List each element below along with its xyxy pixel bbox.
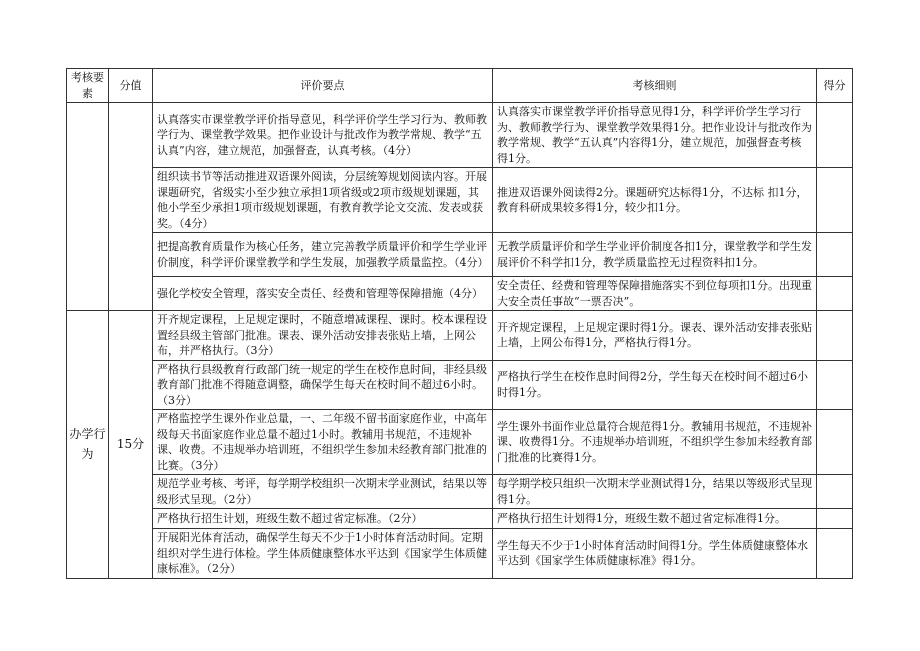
header-category: 考核要素 xyxy=(67,69,109,103)
evaluation-point: 严格执行县级教育行政部门统一规定的学生在校作息时间，非经县级教育部门批准不得随意调整，确保学生每天在校时间不超过6小时。（3分） xyxy=(153,360,493,410)
header-gained: 得分 xyxy=(817,69,853,103)
assessment-rule: 学生每天不少于1小时体育活动时间得1分。学生体质健康整体水平达到《国家学生体质健康标准》得1分。 xyxy=(493,529,817,579)
assessment-rule: 认真落实市课堂教学评价指导意见得1分，科学评价学生学习行为、教师教学行为、课堂教学效果得1分。把作业设计与批改作为教学常规、教学“五认真”内容得1分，建立规范，加强督查考核得1分。 xyxy=(493,103,817,168)
table-row xyxy=(67,233,853,277)
assessment-rule: 每学期学校只组织一次期末学业测试得1分，结果以等级形式呈现得1分。 xyxy=(493,475,817,509)
section2-category: 办学行为 xyxy=(67,311,109,579)
score-cell[interactable] xyxy=(817,410,853,475)
evaluation-point: 规范学业考核、考评，每学期学校组织一次期末学业测试，结果以等级形式呈现。（2分） xyxy=(153,475,493,509)
assessment-rule: 严格执行学生在校作息时间得2分，学生每天在校时间不超过6小时得1分。 xyxy=(493,360,817,410)
evaluation-point: 认真落实市课堂教学评价指导意见，科学评价学生学习行为、教师教学行为、课堂教学效果。把作业设计与批改作为教学常规、教学“五认真”内容，建立规范，加强督查，认真考核。（4分） xyxy=(153,103,493,168)
assessment-rule: 开齐规定课程，上足规定课时得1分。课表、课外活动安排表张贴上墙，上网公布得1分，严格执行得1分。 xyxy=(493,311,817,361)
assessment-table-page xyxy=(66,68,852,579)
header-score: 分值 xyxy=(109,69,153,103)
table-row xyxy=(67,360,853,410)
score-cell[interactable] xyxy=(817,311,853,361)
header-points: 评价要点 xyxy=(153,69,493,103)
assessment-rule: 推进双语课外阅读得2分。课题研究达标得1分，不达标 扣1分，教育科研成果较多得1分，较少扣1分。 xyxy=(493,168,817,233)
assessment-rule: 安全责任、经费和管理等保障措施落实不到位每项扣1分。出现重大安全责任事故“一票否决”。 xyxy=(493,277,817,311)
evaluation-point: 开齐规定课程，上足规定课时，不随意增减课程、课时。校本课程设置经县级主管部门批准。课表、课外活动安排表张贴上墙，上网公布，并严格执行。（3分） xyxy=(153,311,493,361)
score-cell[interactable] xyxy=(817,168,853,233)
evaluation-point: 组织读书节等活动推进双语课外阅读，分层统筹规划阅读内容。开展课题研究，省级实小至少独立承担1项省级或2项市级规划课题，其他小学至少承担1项市级规划课题，有教育教学论文交流、发表或获奖。（4分） xyxy=(153,168,493,233)
table-row xyxy=(67,103,853,168)
score-cell[interactable] xyxy=(817,509,853,529)
section2-score: 15分 xyxy=(109,311,153,579)
score-cell[interactable] xyxy=(817,529,853,579)
header-row xyxy=(67,69,853,103)
section1-score xyxy=(109,103,153,311)
assessment-rule: 严格执行招生计划得1分，班级生数不超过省定标准得1分。 xyxy=(493,509,817,529)
evaluation-point: 严格执行招生计划，班级生数不超过省定标准。（2分） xyxy=(153,509,493,529)
evaluation-point: 开展阳光体育活动，确保学生每天不少于1小时体育活动时间。定期组织对学生进行体检。学生体质健康整体水平达到《国家学生体质健康标准》。（2分） xyxy=(153,529,493,579)
assessment-rule: 无教学质量评价和学生学业评价制度各扣1分，课堂教学和学生发展评价不科学扣1分，教学质量监控无过程资料扣1分。 xyxy=(493,233,817,277)
table-row xyxy=(67,277,853,311)
section1-category xyxy=(67,103,109,311)
table-row xyxy=(67,509,853,529)
assessment-table xyxy=(66,68,853,579)
score-cell[interactable] xyxy=(817,103,853,168)
table-row xyxy=(67,410,853,475)
score-cell[interactable] xyxy=(817,475,853,509)
score-cell[interactable] xyxy=(817,277,853,311)
evaluation-point: 强化学校安全管理，落实安全责任、经费和管理等保障措施（4分） xyxy=(153,277,493,311)
table-row xyxy=(67,529,853,579)
table-row xyxy=(67,475,853,509)
table-row xyxy=(67,311,853,361)
header-rules: 考核细则 xyxy=(493,69,817,103)
table-row xyxy=(67,168,853,233)
score-cell[interactable] xyxy=(817,360,853,410)
evaluation-point: 把提高教育质量作为核心任务，建立完善教学质量评价和学生学业评价制度，科学评价课堂教学和学生发展，加强教学质量监控。（4分） xyxy=(153,233,493,277)
evaluation-point: 严格监控学生课外作业总量，一、二年级不留书面家庭作业，中高年级每天书面家庭作业总量不超过1小时。教辅用书规范，不违规补课、收费。不违规举办培训班，不组织学生参加未经教育部门批准的比赛。（3分） xyxy=(153,410,493,475)
score-cell[interactable] xyxy=(817,233,853,277)
assessment-rule: 学生课外书面作业总量符合规范得1分。教辅用书规范，不违规补课、收费得1分。不违规举办培训班，不组织学生参加未经教育部门批准的比赛得1分。 xyxy=(493,410,817,475)
